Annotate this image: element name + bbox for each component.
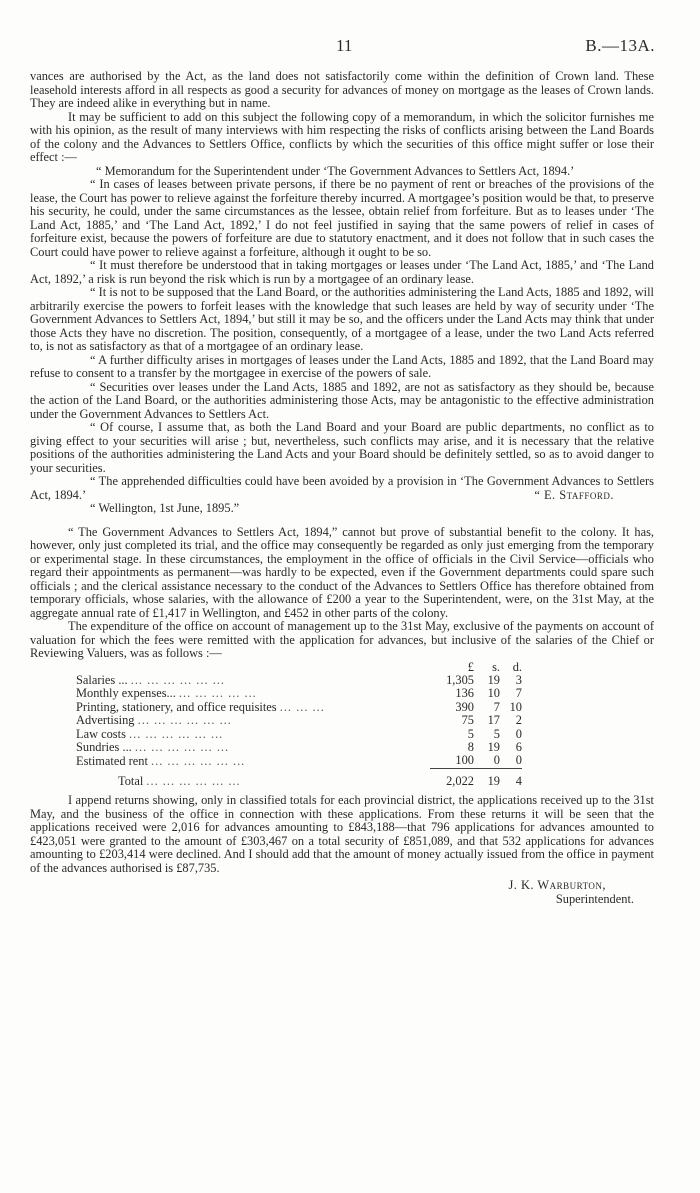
shillings-cell: 0 <box>493 753 500 768</box>
row-label: Printing, stationery, and office requisites <box>76 700 277 714</box>
pounds-cell: 75 <box>461 713 474 728</box>
pounds-cell: 390 <box>455 699 474 714</box>
shillings-cell: 5 <box>493 726 500 741</box>
pence-cell: 0 <box>515 726 522 741</box>
memo-paragraph: “ It must therefore be understood that in taking mortgages or leases under ‘The Land Act, 1885,’ and ‘The Land Act, 1892,’ a risk is run beyond the risk which is run by a mortgagee of an ordinary lease. <box>30 258 654 286</box>
table-row <box>76 754 522 768</box>
memo-paragraph: “ In cases of leases between private persons, if there be no payment of rent or breaches of the provisions of the lease, the Court has power to relieve against the forfeiture thereby incurred. A mortgagee’s position would be that, to preserve his security, he could, under the same circumstances as the lessee, obtain relief from forfeiture. But as to leases under ‘The Land Act, 1885,’ and ‘The Land Act, 1892,’ I do not feel justified in saying that the same powers of relief in cases of forfeiture exist, because the powers of forfeiture are due to statutory enactment, and it does not follow that in such cases the Court could have power to relieve against a forfeiture, although it ought to be so. <box>30 177 654 259</box>
leader-dots: ... ... ... ... ... ... <box>130 673 225 687</box>
paragraph: I append returns showing, only in classified totals for each provincial district, the applications received up to the 31st May, and the business of the office in connection with these applications. From these returns it will be seen that the applications received were 2,016 for advances amounting to £843,188—that 796 applications for advances amounted to £423,051 were granted to the amount of £303,467 on a total security of £851,089, and that 532 applications for advances amounting to £203,414 were declined. And I should add that the amount of money actually issued from the office in payment of the advances authorised is £87,735. <box>30 793 654 875</box>
total-pounds: 2,022 <box>430 768 474 788</box>
expenditure-table <box>76 661 522 789</box>
pence-cell: 3 <box>515 672 522 687</box>
table-row <box>76 741 522 754</box>
memo-paragraph: “ A further difficulty arises in mortgages of leases under the Land Acts, 1885 and 1892, that the Land Board may refuse to consent to a transfer by the mortgagee in exercise of the powers of sale. <box>30 352 654 380</box>
total-shillings: 19 <box>474 768 500 788</box>
leader-dots: ... ... ... ... ... ... <box>134 740 230 754</box>
pence-header: d. <box>512 659 522 674</box>
table-row <box>76 728 522 741</box>
pounds-cell: 8 <box>467 739 474 754</box>
memo-title: “ Memorandum for the Superintendent under ‘The Government Advances to Settlers Act, 1894.’ <box>96 163 575 178</box>
pence-cell: 10 <box>509 699 522 714</box>
shillings-cell: 17 <box>487 713 500 728</box>
shillings-cell: 19 <box>487 739 500 754</box>
memo-paragraph: “ Of course, I assume that, as both the Land Board and your Board are public departments, no conflict as to giving effect to your securities will arise ; but, nevertheless, such conflicts may arise, and it is necessary that the relative positions of the authorities administering the Land Acts and your Board should be definitely settled, so as to avoid danger to your securities. <box>30 420 654 475</box>
memo-paragraph: “ The apprehended difficulties could have been avoided by a provision in ‘The Government Advances to Settlers Act, 1894.’ <box>30 474 654 502</box>
leader-dots: ... ... ... ... ... ... <box>137 714 232 728</box>
pence-cell: 2 <box>515 713 522 728</box>
document-code: B.—13A. <box>585 36 655 55</box>
pounds-header: £ <box>467 659 474 674</box>
leader-dots: ... ... ... <box>279 700 325 714</box>
expenditure-header-row <box>76 661 522 674</box>
document-body <box>30 70 654 906</box>
pence-cell: 6 <box>515 739 522 754</box>
memo-date: “ Wellington, 1st June, 1895.” <box>90 501 240 515</box>
total-row <box>76 768 522 788</box>
pounds-cell: 5 <box>467 726 474 741</box>
shillings-cell: 10 <box>487 686 500 701</box>
signatory-title: Superintendent. <box>555 891 634 906</box>
pounds-cell: 100 <box>455 753 474 768</box>
row-label: Salaries ... <box>76 673 128 687</box>
total-label: Total <box>118 773 144 788</box>
leader-dots: ... ... ... ... ... <box>178 687 257 701</box>
shillings-header: s. <box>492 659 500 674</box>
memo-signature: “ E. Stafford. <box>528 489 614 503</box>
row-label: Sundries ... <box>76 740 132 754</box>
row-label: Estimated rent <box>76 754 148 768</box>
row-label: Monthly expenses... <box>76 687 176 701</box>
table-row <box>76 674 522 687</box>
paragraph: vances are authorised by the Act, as the land does not satisfactorily come within the definition of Crown land. These leasehold interests afford in all respects as good a security for advances of money on mortgage as the leases of Crown lands. They are indeed alike in everything but in name. <box>30 69 654 110</box>
paragraph: The expenditure of the office on account of management up to the 31st May, exclusive of the payments on account of valuation for which the fees were remitted with the application for advances, but inclusive of the salaries of the Chief or Reviewing Valuers, was as follows :— <box>30 619 654 660</box>
table-row <box>76 701 522 714</box>
total-pence: 4 <box>500 768 522 788</box>
pence-cell: 7 <box>515 686 522 701</box>
table-row <box>76 714 522 727</box>
paragraph: It may be sufficient to add on this subject the following copy of a memorandum, in which the solicitor furnishes me with his opinion, as the result of many interviews with him respecting the risks of conflicts arising between the Land Boards of the colony and the Advances to Settlers Office, conflicts by which the securities of this office might suffer or lose their effect :— <box>30 109 654 164</box>
signatory-name: J. K. Warburton, <box>508 878 606 893</box>
signature-block <box>30 879 654 906</box>
pounds-cell: 1,305 <box>446 672 474 687</box>
memo-paragraph: “ It is not to be supposed that the Land Board, or the authorities administering the Land Acts, 1885 and 1892, will arbitrarily exercise the powers to forfeit leases with the knowledge that such leases are held by way of security under ‘The Government Advances to Settlers Act, 1894,’ but still it may be so, and the officers under the Land Acts may think that under those Acts they have no discretion. The position, consequently, of a mortgagee of a lease, under the two Land Acts referred to, is not as satisfactory as that of a mortgagee of an ordinary lease. <box>30 285 654 353</box>
pence-cell: 0 <box>515 753 522 768</box>
leader-dots: ... ... ... ... ... ... <box>129 727 224 741</box>
table-row <box>76 687 522 700</box>
shillings-cell: 19 <box>487 672 500 687</box>
row-label: Advertising <box>76 714 135 728</box>
leader-dots: ... ... ... ... ... ... <box>151 754 246 768</box>
paragraph: “ The Government Advances to Settlers Act, 1894,” cannot but prove of substantial benefit to the colony. It has, however, only just completed its trial, and the office may consequently be regarded as only just emerging from the temporary or experimental stage. In these circumstances, the employment in the office of officials in the Civil Service—officials who regard their appointments as permanent—was hardly to be expected, even if the Government departments could spare such officials ; and the clerical assistance necessary to the conduct of the Advances to Settlers Office has therefore obtained from temporary officials, whose salaries, with the allowance of £200 a year to the Superintendent, were, on the 31st May, at the aggregate annual rate of £1,417 in Wellington, and £452 in other parts of the colony. <box>30 524 654 620</box>
row-label: Law costs <box>76 727 126 741</box>
shillings-cell: 7 <box>493 699 500 714</box>
page-number: 11 <box>336 36 353 55</box>
leader-dots: ... ... ... ... ... ... <box>146 773 241 788</box>
memo-paragraph: “ Securities over leases under the Land Acts, 1885 and 1892, are not as satisfactory as they should be, because the action of the Land Board, or the authorities administering those Acts, may be antagonistic to the effective administration under the Government Advances to Settlers Act. <box>30 379 654 421</box>
pounds-cell: 136 <box>455 686 474 701</box>
